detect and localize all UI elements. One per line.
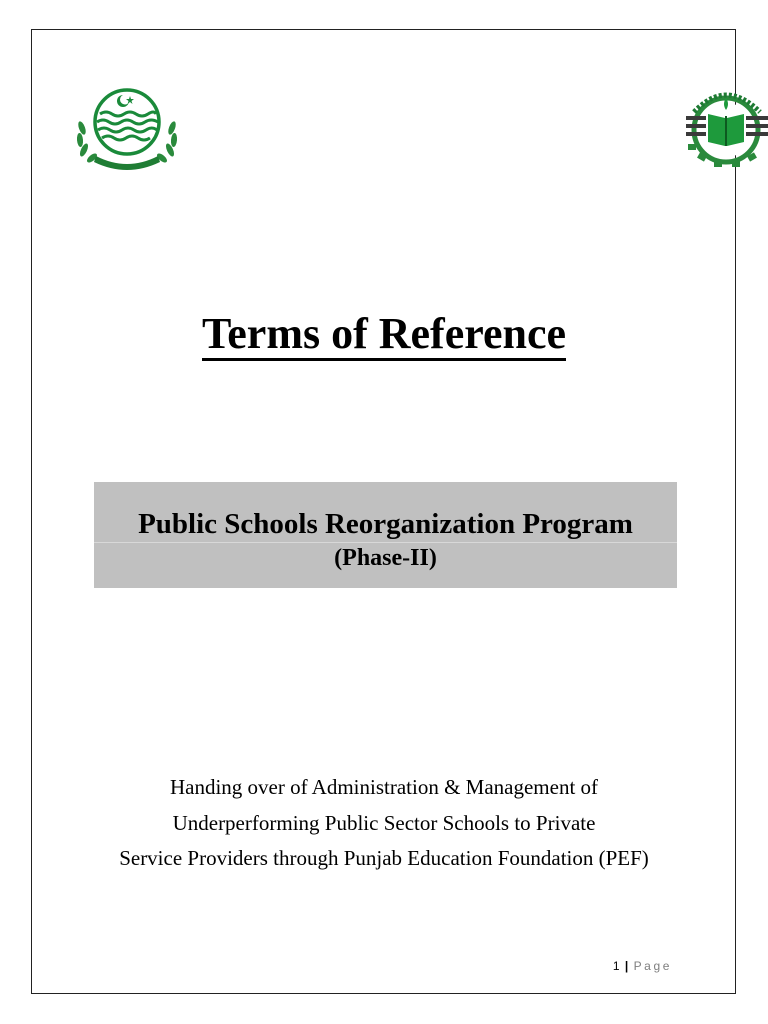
punjab-emblem-icon bbox=[74, 84, 180, 172]
description-line: Handing over of Administration & Management of bbox=[169, 775, 599, 799]
program-phase: (Phase-II) bbox=[334, 545, 437, 571]
footer-separator: | bbox=[624, 959, 629, 973]
description-block bbox=[0, 770, 768, 877]
document-title-text: Terms of Reference bbox=[202, 309, 566, 361]
description-line: Underperforming Public Sector Schools to Private bbox=[172, 810, 596, 835]
page-label: Page bbox=[633, 959, 672, 973]
education-emblem-icon bbox=[684, 84, 768, 170]
description-line: Service Providers through Punjab Education Foundation (PEF) bbox=[119, 846, 649, 870]
page-number: 1 bbox=[612, 959, 620, 973]
banner-divider bbox=[94, 542, 677, 543]
document-title bbox=[0, 308, 768, 359]
program-title: Public Schools Reorganization Program bbox=[138, 508, 633, 540]
program-banner bbox=[94, 482, 677, 588]
page-footer bbox=[560, 959, 672, 973]
